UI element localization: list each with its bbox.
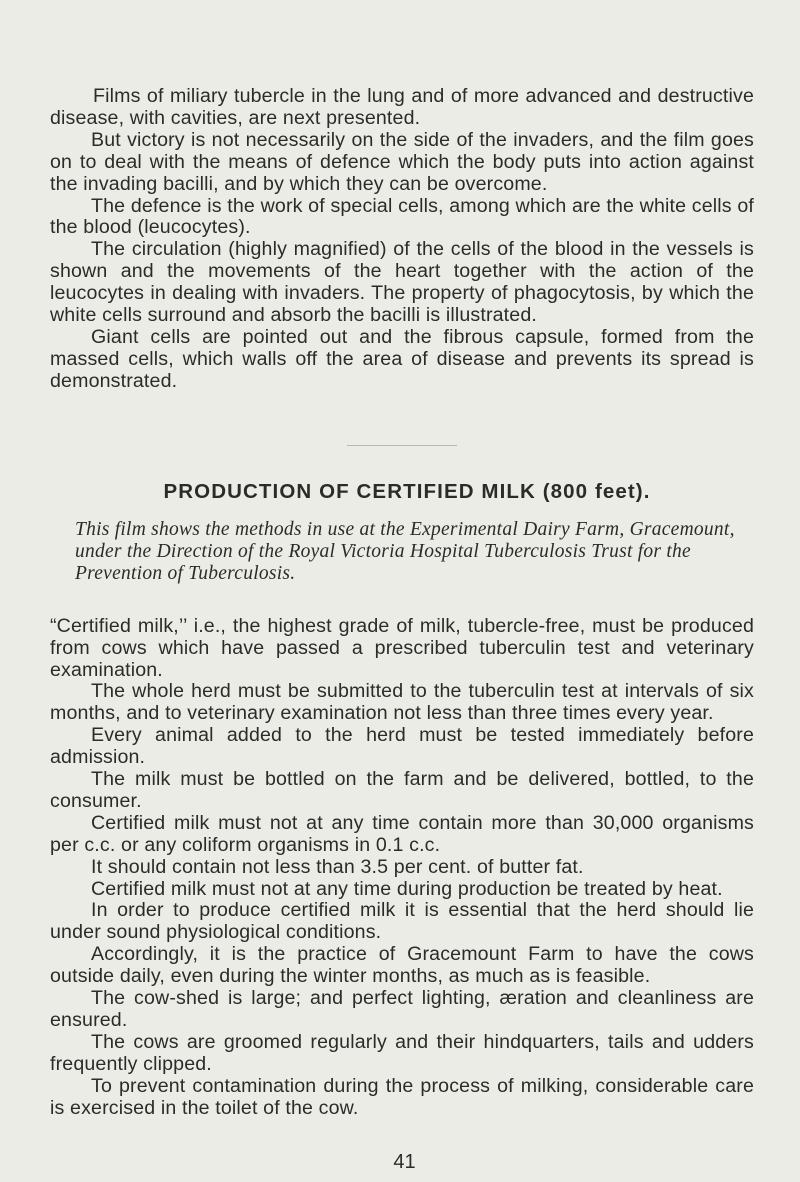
- section-certified-milk: [50, 616, 754, 1120]
- section-heading: PRODUCTION OF CERTIFIED MILK (800 feet).: [163, 479, 651, 503]
- paragraph: In order to produce certified milk it is essential that the herd should lie under sound physiological conditions.: [50, 899, 754, 944]
- paragraph: Every animal added to the herd must be tested immediately before admission.: [50, 724, 754, 769]
- paragraph: Accordingly, it is the practice of Gracemount Farm to have the cows outside daily, even during the winter months, as much as is feasible.: [50, 943, 754, 988]
- section-divider: [347, 445, 457, 446]
- paragraph: The defence is the work of special cells, among which are the white cells of the blood (leucocytes).: [50, 194, 754, 239]
- paragraph: But victory is not necessarily on the side of the invaders, and the film goes on to deal with the means of defence which the body puts into action against the invading bacilli, and by which they can be overcome.: [50, 128, 754, 195]
- paragraph: To prevent contamination during the process of milking, considerable care is exercised in the toilet of the cow.: [50, 1074, 754, 1119]
- paragraph: The circulation (highly magnified) of the cells of the blood in the vessels is shown and the movements of the heart together with the action of the leucocytes in dealing with invaders. The property of phagocytosis, by which the white cells surround and absorb the bacilli is illustrated.: [50, 238, 754, 327]
- paragraph: The milk must be bottled on the farm and be delivered, bottled, to the consumer.: [50, 768, 754, 812]
- paragraph: Certified milk must not at any time during production be treated by heat.: [91, 877, 723, 900]
- section-tuberculosis-film: [50, 86, 754, 393]
- paragraph: The whole herd must be submitted to the tuberculin test at intervals of six months, and to veterinary examination not less than three times every year.: [50, 680, 754, 725]
- paragraph: The cows are groomed regularly and their hindquarters, tails and udders frequently clipped.: [50, 1030, 754, 1075]
- paragraph: “Certified milk,’’ i.e., the highest grade of milk, tubercle-free, must be produced from cows which have passed a prescribed tuberculin test and veterinary examination.: [50, 614, 754, 681]
- page-number: 41: [393, 1150, 416, 1173]
- section-subtitle: This film shows the methods in use at the Experimental Dairy Farm, Gracemount, under the Direction of the Royal Victoria Hospital Tuberculosis Trust for the Prevention of Tuberculosis.: [75, 518, 735, 584]
- paragraph: Certified milk must not at any time contain more than 30,000 organisms per c.c. or any coliform organisms in 0.1 c.c.: [50, 811, 754, 856]
- paragraph: Giant cells are pointed out and the fibrous capsule, formed from the massed cells, which walls off the area of disease and prevents its spread is demonstrated.: [50, 325, 754, 392]
- paragraph: Films of miliary tubercle in the lung and of more advanced and destructive disease, with cavities, are next presented.: [50, 85, 754, 129]
- paragraph: The cow-shed is large; and perfect lighting, æration and cleanliness are ensured.: [50, 987, 754, 1031]
- paragraph: It should contain not less than 3.5 per cent. of butter fat.: [91, 855, 584, 878]
